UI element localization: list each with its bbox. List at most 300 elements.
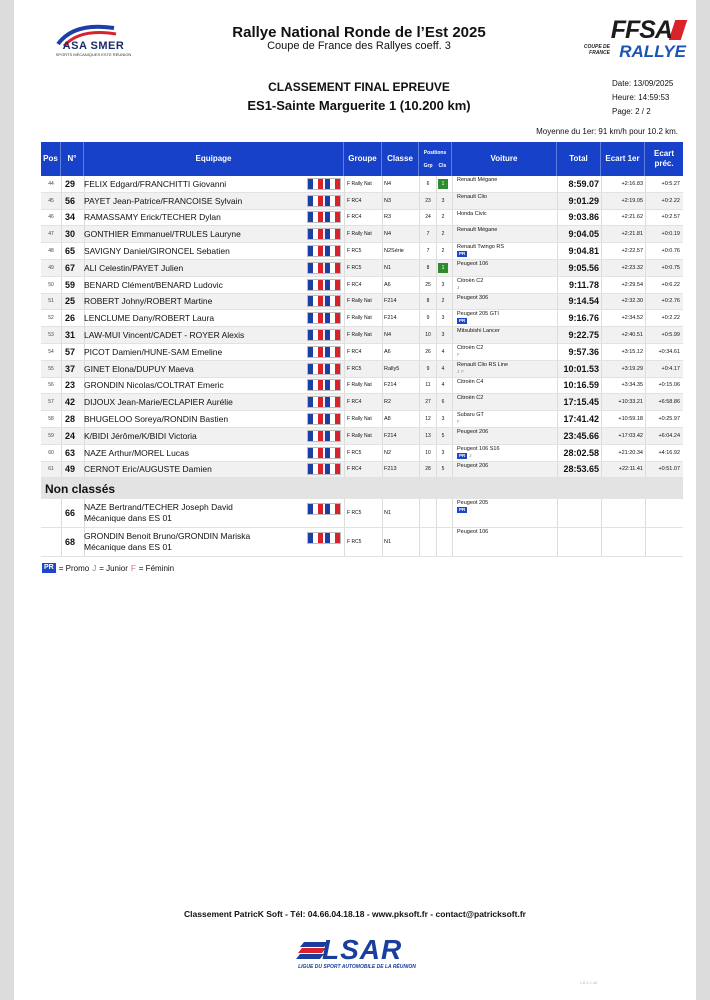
row-gap-prev: +0:34.61 bbox=[658, 348, 680, 355]
row-gap-prev: +0:0.76 bbox=[661, 248, 680, 255]
row-pos-group: 9 bbox=[426, 315, 430, 322]
row-car bbox=[457, 411, 557, 427]
row-car-name: Peugeot 206 bbox=[457, 428, 489, 435]
row-car bbox=[457, 226, 557, 242]
row-car-name: Peugeot 205 bbox=[457, 500, 489, 507]
row-car-name: Peugeot 106 bbox=[457, 529, 489, 536]
row-car bbox=[457, 327, 557, 343]
table-row bbox=[41, 344, 683, 361]
row-pos-group: 27 bbox=[425, 399, 431, 406]
row-num: 26 bbox=[64, 313, 75, 324]
row-gap-first: +2:29.54 bbox=[621, 281, 643, 288]
row-car-name: Peugeot 306 bbox=[457, 294, 489, 301]
col-gap-first: Ecart 1er bbox=[601, 142, 645, 176]
row-car-name: Subaru GT bbox=[457, 412, 484, 419]
feminin-badge: F bbox=[461, 368, 464, 374]
col-positions bbox=[419, 142, 452, 176]
event-subtitle: Coupe de France des Rallyes coeff. 3 bbox=[267, 40, 451, 52]
row-group: F Rally Nat bbox=[347, 315, 372, 322]
row-pos: 54 bbox=[48, 348, 54, 355]
row-pos-group: 13 bbox=[425, 432, 431, 439]
row-flags bbox=[307, 361, 343, 377]
row-gap-prev: +6:58.86 bbox=[658, 399, 680, 406]
row-gap-first: +2:32.30 bbox=[621, 298, 643, 305]
row-flags bbox=[307, 277, 343, 293]
row-pos-group: 9 bbox=[426, 365, 430, 372]
row-gap-prev: +0:2.22 bbox=[661, 197, 680, 204]
row-total: 9:22.75 bbox=[568, 330, 599, 341]
france-flag-icon bbox=[307, 346, 341, 358]
row-gap-prev: +0:4.17 bbox=[661, 365, 680, 372]
promo-badge: PR bbox=[459, 507, 466, 513]
row-gap-first: +2:19.05 bbox=[621, 197, 643, 204]
row-pos-group: 11 bbox=[425, 382, 431, 389]
row-gap-prev: +0:0.19 bbox=[661, 231, 680, 238]
table-row bbox=[41, 428, 683, 445]
legend-promo-text: = Promo bbox=[58, 563, 90, 573]
row-total: 9:05.56 bbox=[568, 262, 599, 273]
row-group: F Rally Nat bbox=[347, 298, 372, 305]
row-pos: 44 bbox=[48, 180, 54, 187]
asa-name: ASA SMER bbox=[62, 40, 125, 52]
asa-smer-logo bbox=[36, 22, 151, 58]
table-body bbox=[41, 176, 683, 478]
row-car-name: Citroën C2 bbox=[457, 395, 484, 402]
row-crew: GRONDIN Nicolas/COLTRAT Emeric bbox=[84, 380, 224, 391]
row-gap-first: +2:21.62 bbox=[621, 214, 643, 221]
row-pos: 47 bbox=[48, 231, 54, 238]
row-pos-class: 4 bbox=[441, 382, 445, 389]
junior-badge: J bbox=[457, 284, 460, 290]
row-pos-group: 8 bbox=[426, 264, 430, 271]
col-pos: Pos bbox=[41, 142, 61, 176]
row-gap-prev: +0:2.57 bbox=[661, 214, 680, 221]
row-car-name: Renault Twingo RS bbox=[457, 244, 504, 251]
row-pos-group: 10 bbox=[425, 449, 431, 456]
row-pos-class bbox=[437, 176, 449, 192]
row-crew: SAVIGNY Daniel/GIRONCEL Sebatien bbox=[84, 246, 230, 257]
row-crew: PAYET Jean-Patrice/FRANCOISE Sylvain bbox=[84, 195, 243, 206]
col-positions-label: Positions bbox=[423, 149, 447, 156]
table-row bbox=[41, 327, 683, 344]
row-class: F214 bbox=[384, 315, 397, 322]
row-car bbox=[457, 445, 557, 461]
row-gap-prev: +0:51.07 bbox=[658, 466, 680, 473]
row-group: F Rally Nat bbox=[347, 332, 372, 339]
row-gap-prev: +0:15.06 bbox=[658, 382, 680, 389]
row-pos: 56 bbox=[48, 382, 54, 389]
col-num: N° bbox=[61, 142, 84, 176]
row-pos: 51 bbox=[48, 298, 54, 305]
row-car-name: Renault Mégane bbox=[457, 177, 498, 183]
row-group: F Rally Nat bbox=[347, 416, 372, 423]
row-flags bbox=[307, 294, 343, 310]
row-total: 9:14.54 bbox=[568, 296, 599, 307]
row-class: N1 bbox=[384, 264, 392, 271]
row-num: 37 bbox=[64, 363, 75, 374]
row-pos: 59 bbox=[48, 432, 54, 439]
row-total: 8:59.07 bbox=[568, 178, 599, 189]
row-crew: DIJOUX Jean-Marie/ECLAPIER Aurélie bbox=[84, 397, 233, 408]
france-flag-icon bbox=[307, 379, 341, 391]
row-class: N4 bbox=[384, 180, 392, 187]
table-row bbox=[41, 243, 683, 260]
france-flag-icon bbox=[307, 363, 341, 375]
table-row bbox=[41, 294, 683, 311]
row-group: F RC4 bbox=[347, 399, 362, 406]
row-pos-class: 4 bbox=[441, 365, 445, 372]
row-car bbox=[457, 499, 557, 527]
row-car-name: Citroën C2 bbox=[457, 277, 484, 284]
table-row bbox=[41, 411, 683, 428]
feminin-badge: F bbox=[457, 351, 460, 357]
row-gap-prev: +0:2.22 bbox=[661, 315, 680, 322]
row-total: 9:01.29 bbox=[568, 195, 599, 206]
france-flag-icon bbox=[307, 178, 341, 190]
row-pos-class: 2 bbox=[441, 231, 445, 238]
france-flag-icon bbox=[307, 463, 341, 475]
average-speed: Moyenne du 1er: 91 km/h pour 10.2 km. bbox=[536, 127, 678, 136]
row-class: A8 bbox=[384, 416, 391, 423]
row-group: F RC5 bbox=[347, 365, 362, 372]
row-gap-first: +2:16.83 bbox=[621, 180, 643, 187]
print-date: Date: 13/09/2025 bbox=[612, 79, 674, 88]
results-sheet bbox=[14, 0, 696, 1000]
ffsa-rallye-label: RALLYE bbox=[619, 42, 686, 61]
col-pos-grp: Grp bbox=[423, 162, 433, 169]
row-gap-prev: +0:5.27 bbox=[661, 180, 680, 187]
row-pos-class: 3 bbox=[441, 315, 445, 322]
row-gap-first: +2:40.51 bbox=[621, 332, 643, 339]
row-crew: LAW-MUI Vincent/CADET - ROYER Alexis bbox=[84, 330, 245, 341]
row-num: 42 bbox=[64, 397, 75, 408]
row-pos-group: 7 bbox=[426, 231, 430, 238]
row-group: F Rally Nat bbox=[347, 231, 372, 238]
promo-badge: PR bbox=[459, 318, 466, 324]
table-row bbox=[41, 361, 683, 378]
row-car bbox=[457, 176, 557, 192]
row-car-name: Peugeot 106 bbox=[457, 260, 489, 267]
row-group: F Rally Nat bbox=[347, 432, 372, 439]
france-flag-icon bbox=[307, 312, 341, 324]
ffsa-wordmark: FFSA bbox=[610, 16, 672, 44]
version-label: v.8.3.2.46 bbox=[580, 980, 598, 985]
row-flags bbox=[307, 226, 343, 242]
row-total: 9:11.78 bbox=[568, 279, 599, 290]
row-car-name: Renault Clio RS Line bbox=[457, 361, 509, 368]
row-total: 9:04.81 bbox=[568, 246, 599, 257]
row-class: N1 bbox=[384, 510, 392, 517]
row-flags bbox=[307, 310, 343, 326]
row-car bbox=[457, 294, 557, 310]
row-car-name: Mitsubishi Lancer bbox=[457, 328, 500, 335]
promo-badge: PR bbox=[459, 452, 466, 458]
row-car bbox=[457, 193, 557, 209]
row-gap-first: +2:21.81 bbox=[621, 231, 643, 238]
france-flag-icon bbox=[307, 413, 341, 425]
row-car bbox=[457, 210, 557, 226]
row-flags bbox=[307, 445, 343, 461]
row-gap-first: +2:23.32 bbox=[621, 264, 643, 271]
row-crew: ALI Celestin/PAYET Julien bbox=[84, 262, 184, 273]
row-num: 29 bbox=[64, 178, 75, 189]
row-total: 23:45.66 bbox=[563, 430, 599, 441]
row-pos: 46 bbox=[48, 214, 54, 221]
row-total: 10:16.59 bbox=[563, 380, 599, 391]
row-group: F RC5 bbox=[347, 264, 362, 271]
row-car bbox=[457, 394, 557, 410]
row-pos: 57 bbox=[48, 399, 54, 406]
table-row bbox=[41, 277, 683, 294]
row-total: 28:53.65 bbox=[563, 464, 599, 475]
legend-feminin-badge: F bbox=[130, 563, 136, 573]
col-car: Voiture bbox=[452, 142, 557, 176]
classement-title: CLASSEMENT FINAL EPREUVE bbox=[268, 80, 450, 94]
row-total: 10:01.53 bbox=[563, 363, 599, 374]
row-gap-first: +2:22.57 bbox=[621, 248, 643, 255]
table-row bbox=[41, 394, 683, 411]
row-crew: PICOT Damien/HUNE-SAM Emeline bbox=[84, 346, 223, 357]
promo-badge: PR bbox=[459, 251, 466, 257]
row-class: F214 bbox=[384, 298, 397, 305]
table-row bbox=[41, 193, 683, 210]
row-crew: GONTHIER Emmanuel/TRULES Lauryne bbox=[84, 229, 241, 240]
row-pos: 50 bbox=[48, 281, 54, 288]
row-group: F Rally Nat bbox=[347, 382, 372, 389]
row-pos: 55 bbox=[48, 365, 54, 372]
row-car-name: Peugeot 205 GTI bbox=[457, 311, 499, 318]
row-gap-first: +17:03.42 bbox=[618, 432, 643, 439]
row-num: 67 bbox=[64, 262, 75, 273]
table-row bbox=[41, 210, 683, 227]
row-gap-prev: +0:6.22 bbox=[661, 281, 680, 288]
france-flag-icon bbox=[307, 211, 341, 223]
france-flag-icon bbox=[307, 228, 341, 240]
france-flag-icon bbox=[307, 396, 341, 408]
row-crew: LENCLUME Dany/ROBERT Laura bbox=[84, 313, 215, 324]
row-total: 9:03.86 bbox=[568, 212, 599, 223]
row-pos-class: 2 bbox=[441, 248, 445, 255]
row-group: F Rally Nat bbox=[347, 180, 372, 187]
col-class: Classe bbox=[382, 142, 419, 176]
footer-credits: Classement PatricK Soft - Tél: 04.66.04.18.18 - www.pksoft.fr - contact@patricksoft.fr bbox=[184, 909, 526, 919]
row-crew: GRONDIN Benoit Bruno/GRONDIN Mariska bbox=[84, 531, 251, 542]
france-flag-icon bbox=[307, 329, 341, 341]
row-class: N3 bbox=[384, 197, 392, 204]
france-flag-icon bbox=[307, 532, 341, 544]
france-flag-icon bbox=[307, 279, 341, 291]
row-class: R3 bbox=[384, 214, 392, 221]
lsar-logo bbox=[282, 934, 432, 974]
row-pos: 58 bbox=[48, 416, 54, 423]
row-total: 28:02.58 bbox=[563, 447, 599, 458]
junior-badge: J bbox=[469, 452, 472, 458]
row-group: F RC4 bbox=[347, 348, 362, 355]
table-row bbox=[41, 310, 683, 327]
row-crew: NAZE Bertrand/TECHER Joseph David bbox=[84, 502, 233, 513]
france-flag-icon bbox=[307, 295, 341, 307]
row-pos-class: 5 bbox=[441, 466, 445, 473]
junior-badge: J bbox=[457, 368, 460, 374]
row-num: 68 bbox=[64, 537, 75, 548]
row-pos: 61 bbox=[48, 466, 54, 473]
row-pos-group: 23 bbox=[425, 197, 431, 204]
row-crew: CERNOT Eric/AUGUSTE Damien bbox=[84, 464, 212, 475]
row-gap-first: +2:34.52 bbox=[621, 315, 643, 322]
col-group: Groupe bbox=[344, 142, 382, 176]
table-row bbox=[41, 378, 683, 395]
row-crew-block bbox=[84, 528, 304, 556]
row-flags bbox=[307, 394, 343, 410]
row-group: F RC4 bbox=[347, 197, 362, 204]
col-crew: Equipage bbox=[84, 142, 344, 176]
row-num: 49 bbox=[64, 464, 75, 475]
row-pos-class: 4 bbox=[441, 348, 445, 355]
col-gap-prev bbox=[645, 142, 683, 176]
col-gap-prev-line2: préc. bbox=[654, 159, 674, 168]
row-pos-group: 25 bbox=[425, 281, 431, 288]
row-flags bbox=[307, 378, 343, 394]
row-crew: NAZE Arthur/MOREL Lucas bbox=[84, 447, 190, 458]
row-class: A6 bbox=[384, 281, 391, 288]
row-pos-group: 28 bbox=[425, 466, 431, 473]
row-class: N2Série bbox=[384, 248, 404, 255]
stage-title: ES1-Sainte Marguerite 1 (10.200 km) bbox=[247, 98, 471, 113]
row-gap-prev: +0:2.76 bbox=[661, 298, 680, 305]
france-flag-icon bbox=[307, 262, 341, 274]
row-num: 65 bbox=[64, 246, 75, 257]
row-class: A6 bbox=[384, 348, 391, 355]
row-pos: 60 bbox=[48, 449, 54, 456]
row-crew: BHUGELOO Soreya/RONDIN Bastien bbox=[84, 414, 229, 425]
row-car-name: Renault Clio bbox=[457, 193, 487, 200]
row-total: 9:57.36 bbox=[568, 346, 599, 357]
results-table bbox=[41, 142, 683, 557]
row-pos-class: 2 bbox=[441, 298, 445, 305]
row-pos: 45 bbox=[48, 197, 54, 204]
row-car bbox=[457, 344, 557, 360]
row-car bbox=[457, 428, 557, 444]
row-retire-reason: Mécanique dans ES 01 bbox=[84, 542, 172, 553]
row-pos-class: 3 bbox=[441, 416, 445, 423]
row-pos: 49 bbox=[48, 264, 54, 271]
non-classes-heading: Non classés bbox=[41, 478, 683, 499]
row-crew: BENARD Clément/BENARD Ludovic bbox=[84, 279, 223, 290]
row-crew: FELIX Edgard/FRANCHITTI Giovanni bbox=[84, 178, 227, 189]
row-gap-first: +10:59.18 bbox=[618, 416, 643, 423]
row-pos-class: 3 bbox=[441, 449, 445, 456]
row-flags bbox=[307, 193, 343, 209]
row-num: 34 bbox=[64, 212, 75, 223]
row-pos-class: 2 bbox=[441, 214, 445, 221]
row-gap-first: +3:19.29 bbox=[621, 365, 643, 372]
asa-subtitle: SPORTS MÉCANIQUES ESTE RÉUNION bbox=[55, 52, 132, 57]
row-num: 30 bbox=[64, 229, 75, 240]
row-total: 9:04.05 bbox=[568, 229, 599, 240]
row-car bbox=[457, 528, 557, 556]
row-pos-class: 3 bbox=[441, 332, 445, 339]
row-class: Rally5 bbox=[384, 365, 400, 372]
row-group: F RC4 bbox=[347, 281, 362, 288]
table-row bbox=[41, 462, 683, 479]
row-group: F RC5 bbox=[347, 510, 362, 517]
row-total: 9:16.76 bbox=[568, 313, 599, 324]
row-pos-group: 24 bbox=[425, 214, 431, 221]
table-row bbox=[41, 176, 683, 193]
row-car bbox=[457, 462, 557, 478]
row-car-name: Renault Mégane bbox=[457, 227, 498, 234]
non-classe-row bbox=[41, 499, 683, 528]
france-flag-icon bbox=[307, 195, 341, 207]
row-total: 17:15.45 bbox=[563, 397, 599, 408]
legend-junior-badge: J bbox=[92, 563, 97, 573]
row-car bbox=[457, 310, 557, 326]
row-total: 17:41.42 bbox=[563, 414, 599, 425]
row-group: F RC5 bbox=[347, 449, 362, 456]
row-pos-class: 3 bbox=[441, 281, 445, 288]
france-flag-icon bbox=[307, 430, 341, 442]
ffsa-logo bbox=[562, 16, 686, 62]
legend bbox=[42, 563, 174, 573]
legend-junior-text: = Junior bbox=[99, 563, 128, 573]
row-gap-first: +3:15.12 bbox=[621, 348, 643, 355]
row-pos-group: 10 bbox=[425, 332, 431, 339]
row-num: 25 bbox=[64, 296, 75, 307]
row-gap-prev: +4:16.92 bbox=[658, 449, 680, 456]
row-gap-first: +10:33.21 bbox=[618, 399, 643, 406]
row-pos-group: 8 bbox=[426, 298, 430, 305]
row-crew-block bbox=[84, 499, 304, 527]
row-flags bbox=[307, 243, 343, 259]
row-num: 66 bbox=[64, 508, 75, 519]
row-flags bbox=[307, 176, 343, 192]
france-flag-icon bbox=[307, 447, 341, 459]
row-crew: K/BIDI Jérôme/K/BIDI Victoria bbox=[84, 430, 197, 441]
row-flags bbox=[307, 528, 343, 556]
row-gap-prev: +0:0.75 bbox=[661, 264, 680, 271]
lsar-wordmark: LSAR bbox=[322, 934, 403, 965]
row-pos-group: 12 bbox=[425, 416, 431, 423]
row-pos: 53 bbox=[48, 332, 54, 339]
event-title: Rallye National Ronde de l’Est 2025 bbox=[232, 24, 486, 41]
france-flag-icon bbox=[307, 245, 341, 257]
row-group: F RC4 bbox=[347, 466, 362, 473]
row-class: N4 bbox=[384, 231, 392, 238]
row-num: 59 bbox=[64, 279, 75, 290]
lsar-subtitle: LIGUE DU SPORT AUTOMOBILE DE LA RÉUNION bbox=[298, 964, 416, 970]
row-gap-prev: +0:5.99 bbox=[661, 332, 680, 339]
row-class: F214 bbox=[384, 382, 397, 389]
row-flags bbox=[307, 428, 343, 444]
row-class: R2 bbox=[384, 399, 392, 406]
row-pos-class: 3 bbox=[441, 197, 445, 204]
row-pos-class bbox=[437, 260, 449, 276]
col-total: Total bbox=[557, 142, 601, 176]
row-car-name: Citroën C4 bbox=[457, 378, 484, 385]
row-class: N4 bbox=[384, 332, 392, 339]
row-gap-first: +21:20.34 bbox=[618, 449, 643, 456]
row-car-name: Peugeot 106 S16 bbox=[457, 445, 500, 452]
row-gap-prev: +6:04.24 bbox=[658, 432, 680, 439]
row-gap-first: +22:11.41 bbox=[618, 466, 643, 473]
row-flags bbox=[307, 344, 343, 360]
row-num: 56 bbox=[64, 195, 75, 206]
page-number: Page: 2 / 2 bbox=[612, 107, 651, 116]
row-pos-group: 26 bbox=[425, 348, 431, 355]
row-pos-class: 6 bbox=[441, 399, 445, 406]
row-class: N1 bbox=[384, 539, 392, 546]
france-flag-icon bbox=[307, 503, 341, 515]
